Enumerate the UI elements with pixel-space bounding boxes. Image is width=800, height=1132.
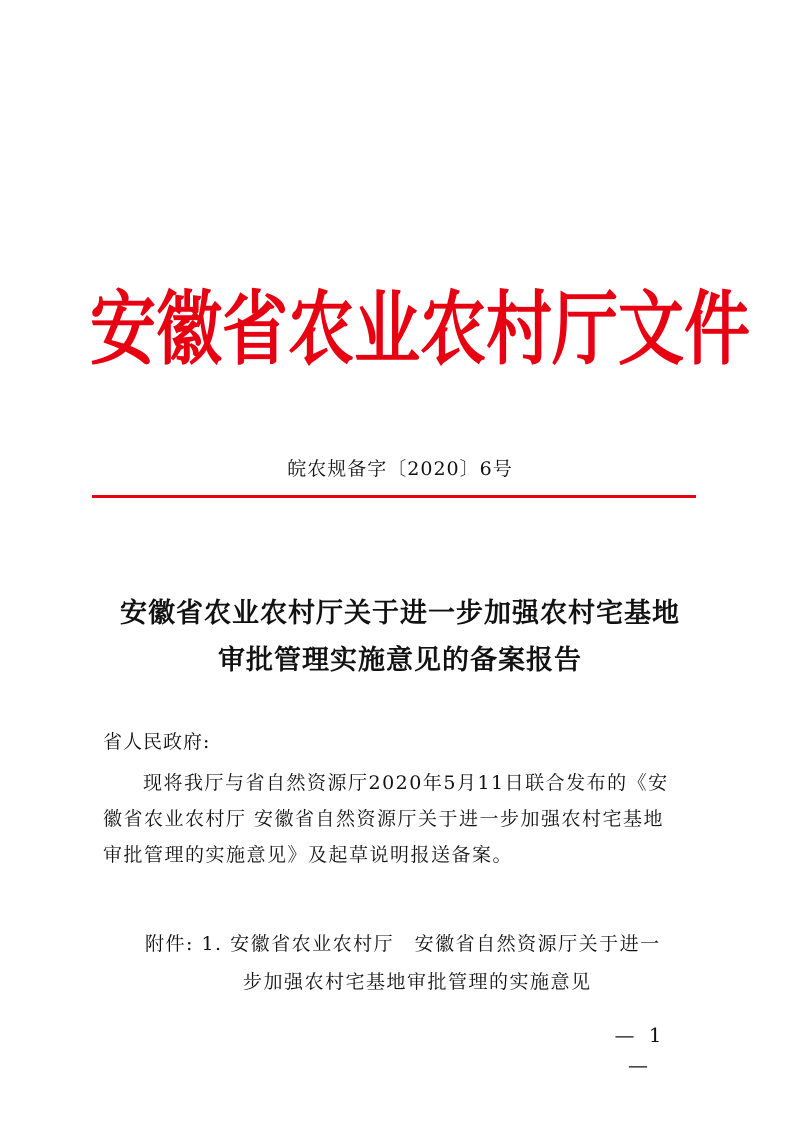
body-line-1: 现将我厅与省自然资源厅2020年5月11日联合发布的《安 [143,772,669,794]
document-title [90,590,710,684]
attachment-list [145,925,705,1001]
page-number: — 1 — [614,1023,666,1077]
issuer-red-header: 安徽省农业农村厅文件 [90,281,750,377]
body-paragraph [103,765,699,873]
attachment-line-2: 步加强农村宅基地审批管理的实施意见 [243,971,592,993]
title-line-1: 安徽省农业农村厅关于进一步加强农村宅基地 [120,598,680,629]
document-number: 皖农规备字〔2020〕6号 [287,458,513,480]
addressee: 省人民政府: [103,731,211,753]
attachment-line-1: 附件: 1. 安徽省农业农村厅 安徽省自然资源厅关于进一 [145,933,661,955]
body-line-3: 审批管理的实施意见》及起草说明报送备案。 [103,844,514,866]
body-line-2: 徽省农业农村厅 安徽省自然资源厅关于进一步加强农村宅基地 [103,808,665,830]
title-line-2: 审批管理实施意见的备案报告 [218,645,582,676]
red-divider-line [92,495,696,498]
